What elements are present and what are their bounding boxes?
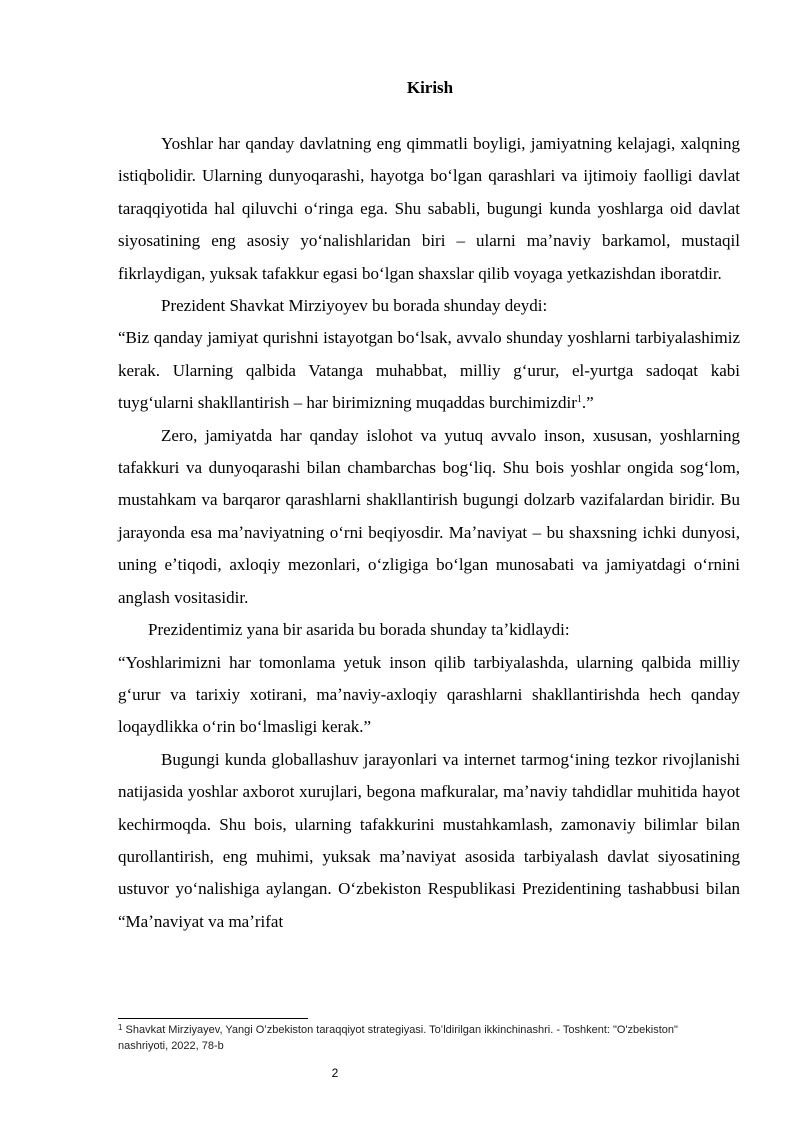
page-number: 2 (331, 1066, 339, 1080)
footnote-reference[interactable]: 1 (576, 394, 582, 406)
section-title: Kirish (406, 78, 454, 97)
paragraph-globalization: Bugungi kunda globallashuv jarayonlari va internet tarmogʻining tezkor rivojlanishi natijasida yoshlar axborot xurujlari, begona mafkuralar, maʼnaviy tahdidlar muhitida hayot kechirmoqda. Shu bois, ularning tafakkurini mustahkamlash, zamonaviy bilimlar bilan qurollantirish, eng muhimi, yuksak maʼnaviyat asosida tarbiyalash davlat siyosatining ustuvor yoʻnalishiga aylangan. Oʻzbekiston Respublikasi Prezidentining tashabbusi bilan “Maʼnaviyat va maʼrifat (118, 749, 740, 931)
paragraph-intro: Yoshlar har qanday davlatning eng qimmatli boyligi, jamiyatning kelajagi, xalqning istiqbolidir. Ularning dunyoqarashi, hayotga boʻlgan qarashlari va ijtimoiy faolligi davlat taraqqiyotida hal qiluvchi oʻringa ega. Shu sababli, bugungi kunda yoshlarga oid davlat siyosatining eng asosiy yoʻnalishlaridan biri – ularni maʼnaviy barkamol, mustaqil fikrlaydigan, yuksak tafakkur egasi boʻlgan shaxslar qilib voyaga yetkazishdan iboratdir. (118, 134, 740, 283)
footnote-marker: 1 (118, 1023, 123, 1032)
quote-first-end: .” (581, 393, 594, 413)
paragraph-president-emphasizes: Prezidentimiz yana bir asarida bu borada shunday taʼkidlaydi: (148, 620, 570, 640)
paragraph-zero: Zero, jamiyatda har qanday islohot va yutuq avvalo inson, xususan, yoshlarning tafakkuri va dunyoqarashi bilan chambarchas bogʻliq. Shu bois yoshlar ongida sogʻlom, mustahkam va barqaror qarashlarni shakllantirish bugungi dolzarb vazifalardan biridir. Bu jarayonda esa maʼnaviyatning oʻrni beqiyosdir. Maʼnaviyat – bu shaxsning ichki dunyosi, uning eʼtiqodi, axloqiy mezonlari, oʻzligiga boʻlgan munosabati va jamiyatdagi oʻrnini anglash vositasidir. (118, 425, 740, 607)
quote-second: “Yoshlarimizni har tomonlama yetuk inson qilib tarbiyalashda, ularning qalbida milliy gʻurur va tarixiy xotirani, maʼnaviy-axloqiy qarashlarni shakllantirishda hech qanday loqaydlikka oʻrin boʻlmasligi kerak.” (118, 652, 740, 737)
body-text (118, 128, 740, 938)
paragraph-president-said: Prezident Shavkat Mirziyoyev bu borada shunday deydi: (161, 296, 548, 316)
quote-first-text: “Biz qanday jamiyat qurishni istayotgan boʻlsak, avvalo shunday yoshlarni tarbiyalashimiz kerak. Ularning qalbida Vatanga muhabbat, milliy gʻurur, el-yurtga sadoqat kabi tuygʻularni shakllantirish – har birimizning muqaddas burchimizdir (118, 328, 740, 413)
quote-first (118, 322, 740, 419)
footnote-separator (118, 1018, 308, 1019)
footnote (118, 1022, 718, 1054)
footnote-text: Shavkat Mirziyayev, Yangi Oʻzbekiston taraqqiyot strategiyasi. Toʻldirilgan ikkinchinashri. - Toshkent: "O'zbekiston" nashriyoti, 2022, 78-b (118, 1024, 678, 1052)
